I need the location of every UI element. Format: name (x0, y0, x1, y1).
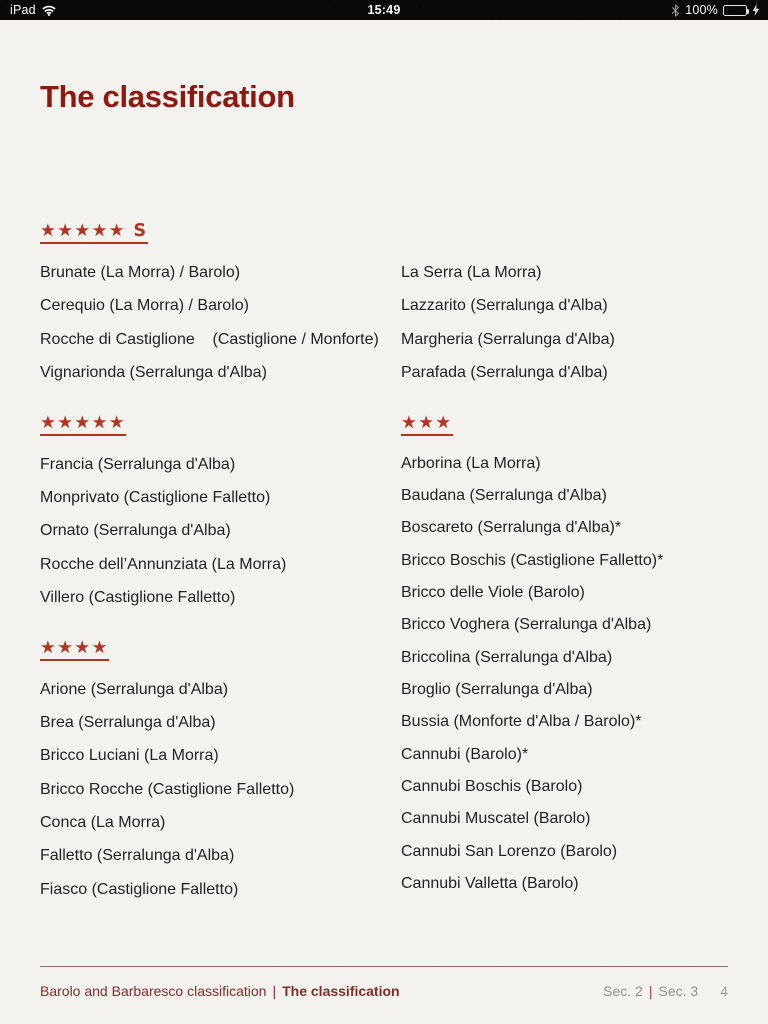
right-column (401, 215, 761, 900)
cru-list-item: Rocche di Castiglione (Castiglione / Monforte) (40, 330, 379, 348)
section-5star (40, 407, 390, 615)
status-bar (0, 0, 768, 20)
five-stars-s-rating-icon: ★★★★★ S (40, 222, 148, 244)
cru-list-item: Fiasco (Castiglione Falletto) (40, 880, 239, 898)
left-column (40, 215, 390, 906)
cru-list-item: Bricco delle Viole (Barolo) (401, 583, 585, 601)
cru-list-item: Monprivato (Castiglione Falletto) (40, 488, 271, 506)
charging-bolt-icon (752, 4, 760, 16)
cru-list-item: Lazzarito (Serralunga d'Alba) (401, 297, 608, 315)
footer (40, 983, 728, 999)
section-5star-s (40, 215, 390, 390)
five-stars-rating-icon: ★★★★★ (40, 414, 126, 436)
section-3star (401, 407, 761, 901)
cru-list-item: Vignarionda (Serralunga d'Alba) (40, 364, 267, 382)
section-header (40, 215, 390, 248)
cru-list-item: Bricco Boschis (Castiglione Falletto)* (401, 551, 664, 569)
cru-list-item: Broglio (Serralunga d'Alba) (401, 680, 593, 698)
bluetooth-icon (671, 4, 680, 17)
cru-list-item: Briccolina (Serralunga d'Alba) (401, 648, 613, 666)
four-stars-rating-icon: ★★★★ (40, 639, 109, 661)
footer-sections (603, 983, 728, 999)
footer-chapter-title: The classification (282, 983, 400, 999)
footer-section-3-label: Sec. 3 (658, 983, 699, 999)
section-header (40, 632, 390, 665)
cru-list-item: Arborina (La Morra) (401, 454, 541, 472)
battery-icon (723, 5, 747, 16)
section-header (40, 407, 390, 440)
cru-list-item: Brea (Serralunga d'Alba) (40, 713, 216, 731)
three-stars-rating-icon: ★★★ (401, 414, 453, 436)
cru-list-item: Bricco Rocche (Castiglione Falletto) (40, 780, 295, 798)
clock: 15:49 (367, 3, 401, 17)
carrier-label: iPad (10, 3, 36, 17)
cru-list-item: Cannubi Valletta (Barolo) (401, 875, 579, 893)
footer-section-separator: | (648, 983, 653, 999)
cru-list-item: Baudana (Serralunga d'Alba) (401, 486, 607, 504)
cru-list-item: Rocche dell’Annunziata (La Morra) (40, 555, 287, 573)
cru-list-item: Bricco Voghera (Serralunga d'Alba) (401, 616, 652, 634)
cru-list-item: Boscareto (Serralunga d'Alba)* (401, 519, 622, 537)
cru-list-item: Cannubi Boschis (Barolo) (401, 778, 583, 795)
cru-list-item: Brunate (La Morra) / Barolo) (40, 264, 241, 281)
cru-list-item: Arione (Serralunga d'Alba) (40, 680, 229, 698)
cru-list-item: Conca (La Morra) (40, 814, 166, 832)
cru-list-item: La Serra (La Morra) (401, 264, 542, 281)
section-header-spacer (401, 215, 761, 248)
cru-list-item: Parafada (Serralunga d'Alba) (401, 364, 608, 382)
section-header (401, 407, 761, 440)
footer-section-2-label: Sec. 2 (603, 983, 643, 999)
cru-list-item: Bussia (Monforte d'Alba / Barolo)* (401, 713, 642, 731)
battery-percent-label: 100% (685, 3, 718, 17)
cru-list-item: Francia (Serralunga d'Alba) (40, 455, 236, 473)
footer-divider (40, 966, 728, 967)
cru-list-item: Villero (Castiglione Falletto) (40, 589, 236, 607)
footer-separator: | (272, 983, 277, 999)
footer-breadcrumb (40, 983, 400, 999)
cru-list-item: Falletto (Serralunga d'Alba) (40, 847, 235, 865)
cru-list-item: Cannubi Muscatel (Barolo) (401, 810, 591, 828)
cru-list-item: Bricco Luciani (La Morra) (40, 747, 219, 765)
page-title: The classification (40, 79, 295, 114)
page-number: 4 (720, 983, 728, 999)
cru-list-item: Ornato (Serralunga d'Alba) (40, 522, 231, 540)
section-5star-s-continued (401, 215, 761, 390)
cru-list-item: Margheria (Serralunga d'Alba) (401, 330, 615, 348)
cru-list-item: Cannubi San Lorenzo (Barolo) (401, 842, 618, 860)
cru-list-item: Cerequio (La Morra) / Barolo) (40, 297, 249, 315)
section-4star (40, 632, 390, 907)
cru-list-item: Cannubi (Barolo)* (401, 745, 529, 763)
footer-book-title: Barolo and Barbaresco classification (40, 983, 267, 999)
